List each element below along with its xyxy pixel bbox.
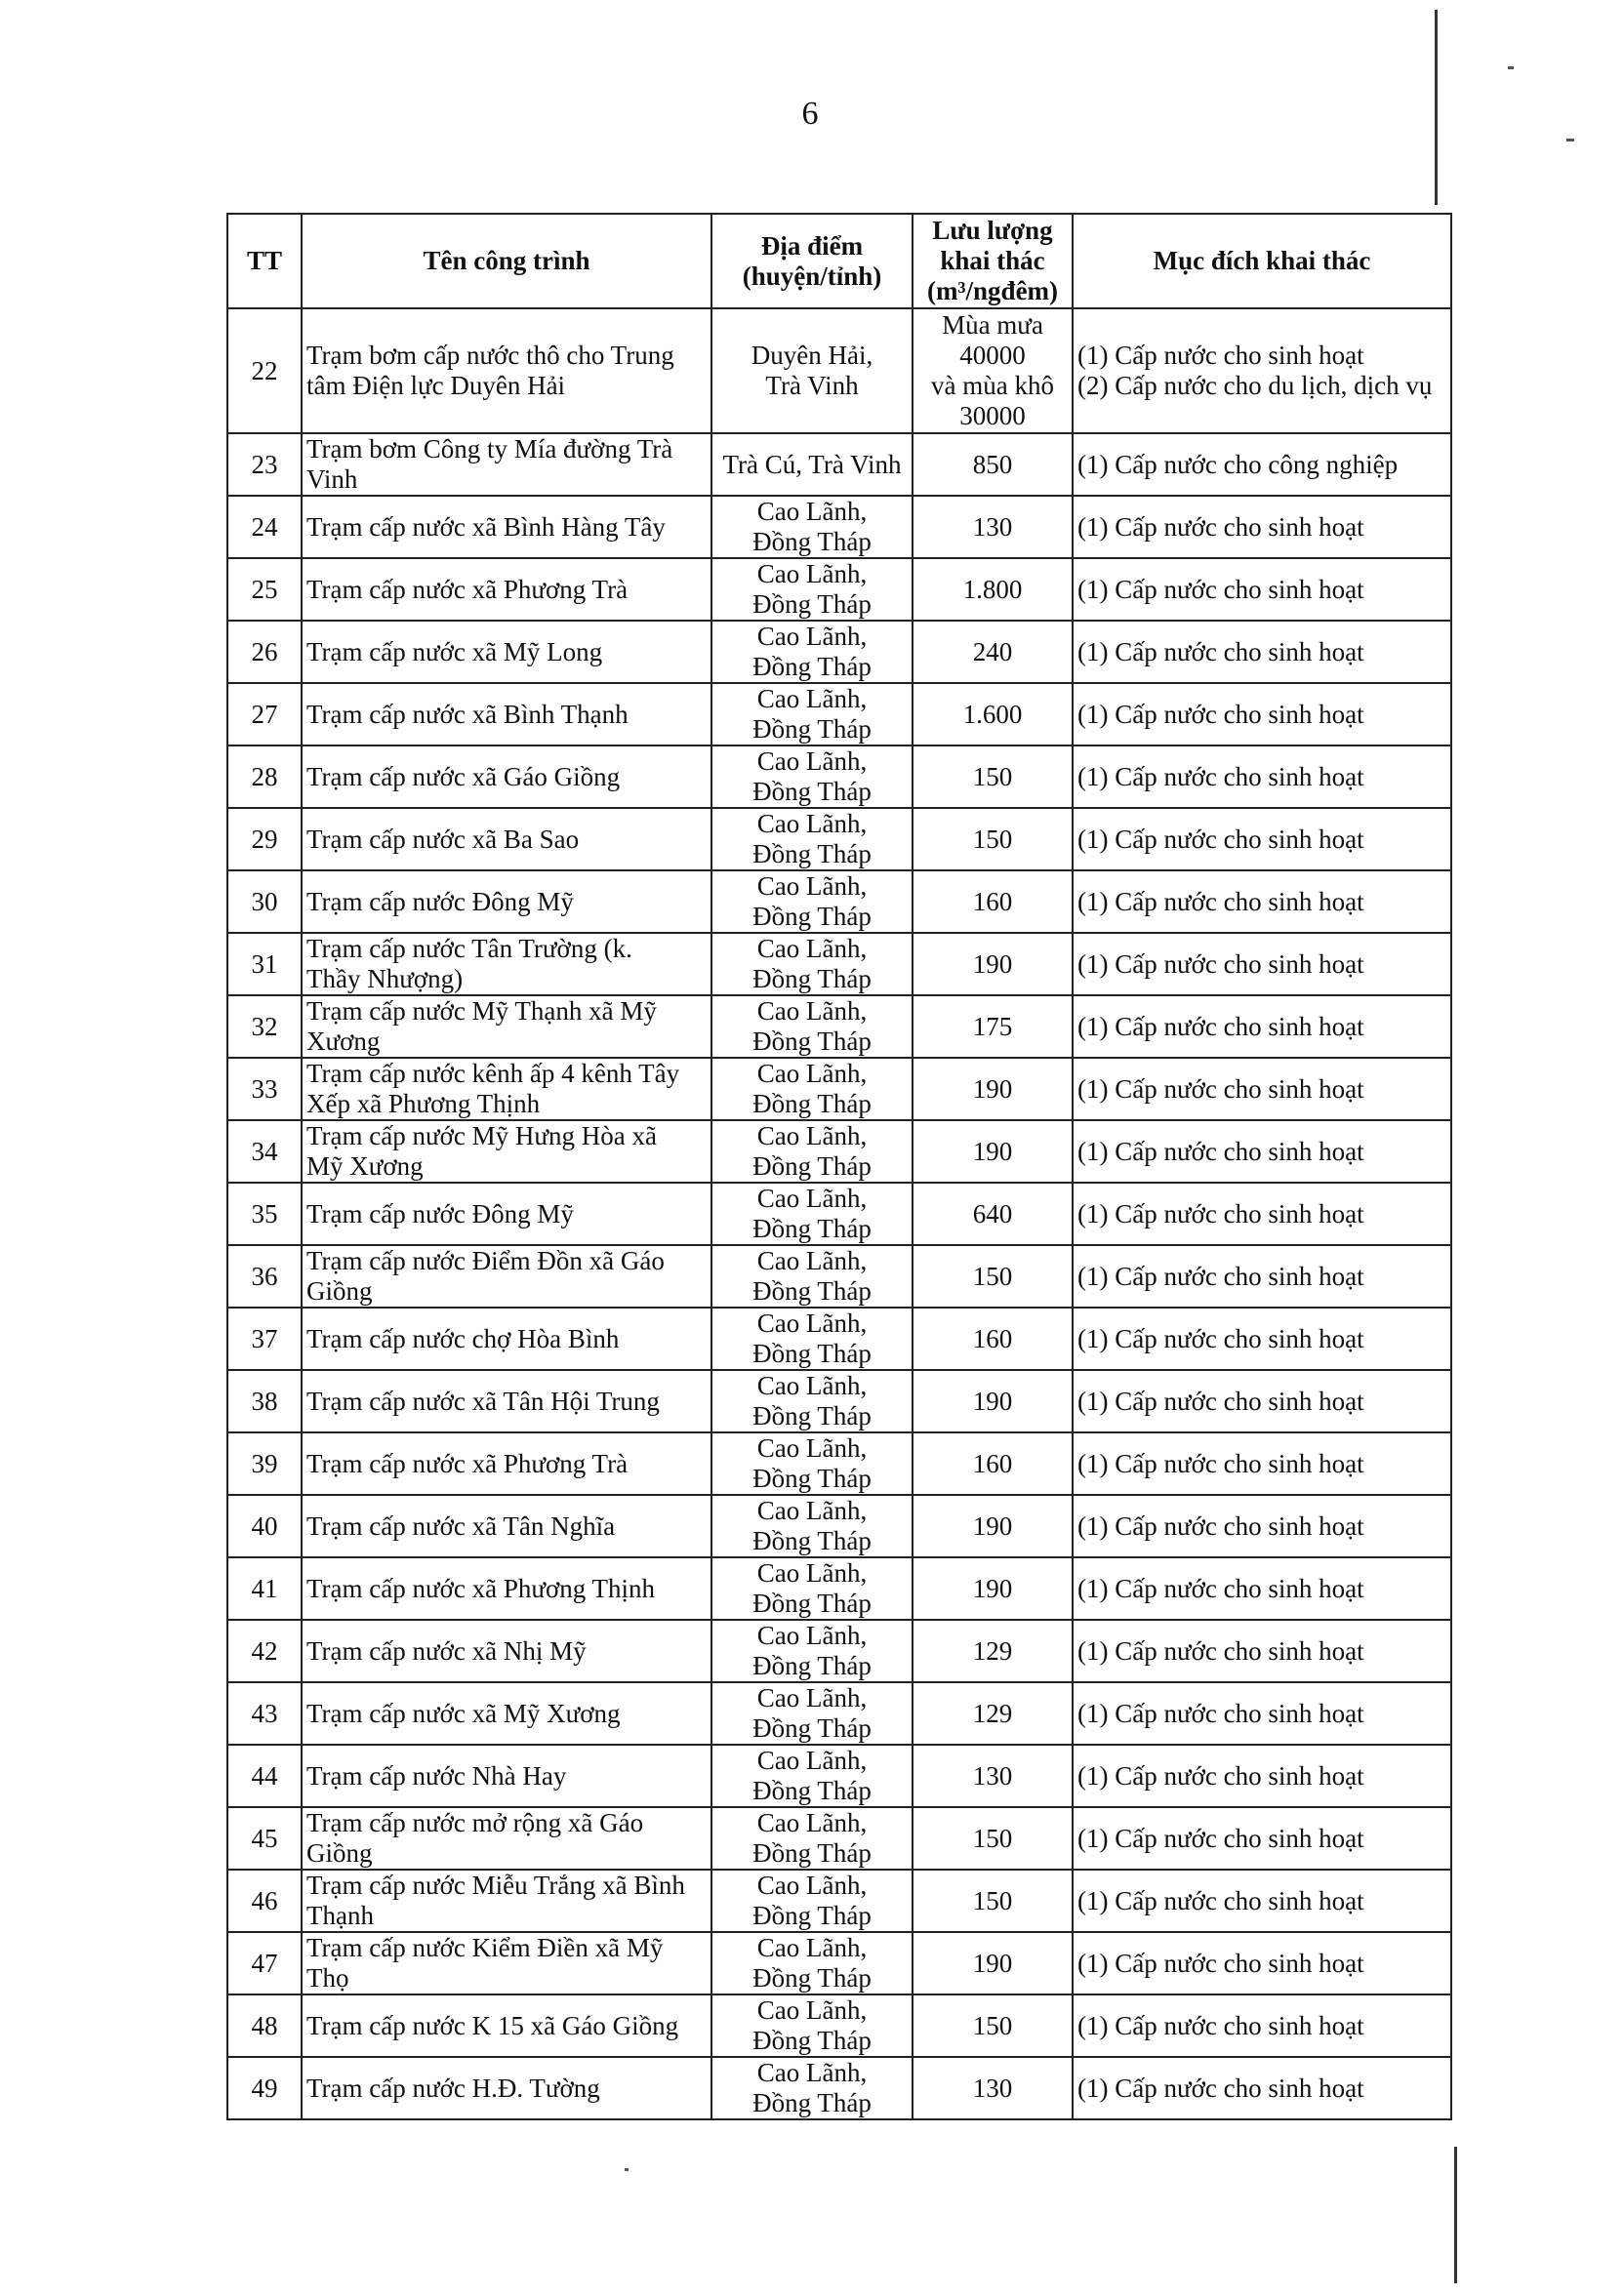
row-flow-line4: 30000 <box>959 401 1026 430</box>
row-purpose: (1) Cấp nước cho sinh hoạt <box>1073 1994 1451 2057</box>
row-purpose: (1) Cấp nước cho sinh hoạt <box>1073 808 1451 870</box>
row-tt: 30 <box>227 870 302 933</box>
row-tt: 24 <box>227 496 302 558</box>
row-location-line2: Đồng Tháp <box>752 1089 872 1118</box>
row-location-line1: Cao Lãnh, <box>756 1933 868 1962</box>
row-name-line1: Trạm cấp nước Tân Trường (k. <box>306 934 632 963</box>
row-purpose: (1) Cấp nước cho sinh hoạt <box>1073 995 1451 1058</box>
row-tt: 48 <box>227 1994 302 2057</box>
table-row <box>227 1932 1451 1994</box>
row-location-line2: Đồng Tháp <box>752 1526 872 1555</box>
table-row <box>227 308 1451 433</box>
row-purpose: (1) Cấp nước cho sinh hoạt <box>1073 1807 1451 1870</box>
row-location-line1: Cao Lãnh, <box>756 1059 868 1088</box>
row-purpose: (1) Cấp nước cho công nghiệp <box>1073 433 1451 496</box>
row-tt: 38 <box>227 1370 302 1432</box>
row-name-line1: Trạm cấp nước Điểm Đồn xã Gáo <box>306 1246 665 1275</box>
row-name-line2: Thầy Nhượng) <box>306 964 464 993</box>
row-name <box>302 1932 711 1994</box>
row-tt: 27 <box>227 683 302 745</box>
table-row <box>227 1308 1451 1370</box>
table-row <box>227 1495 1451 1557</box>
table-row <box>227 683 1451 745</box>
table-row <box>227 1682 1451 1745</box>
row-purpose: (1) Cấp nước cho sinh hoạt <box>1073 1058 1451 1120</box>
table-row <box>227 1245 1451 1308</box>
row-location-line1: Cao Lãnh, <box>756 1746 868 1775</box>
row-location-line2: Đồng Tháp <box>752 527 872 556</box>
row-tt: 34 <box>227 1120 302 1183</box>
row-name <box>302 308 711 433</box>
row-name-line1: Trạm cấp nước H.Đ. Tường <box>306 2073 600 2103</box>
header-flow <box>913 214 1073 308</box>
row-name <box>302 1994 711 2057</box>
row-name-line1: Trạm cấp nước xã Tân Nghĩa <box>306 1511 616 1541</box>
table-row <box>227 745 1451 808</box>
row-flow: 160 <box>913 1432 1073 1495</box>
row-flow: 150 <box>913 745 1073 808</box>
table-row <box>227 2057 1451 2119</box>
row-purpose-line1: (1) Cấp nước cho sinh hoạt <box>1077 341 1364 370</box>
row-location-line2: Đồng Tháp <box>752 1901 872 1930</box>
row-name <box>302 683 711 745</box>
row-name <box>302 1183 711 1245</box>
scan-speck <box>1508 66 1514 69</box>
row-tt: 35 <box>227 1183 302 1245</box>
table-body <box>227 308 1451 2119</box>
row-location-line2: Đồng Tháp <box>752 1214 872 1243</box>
row-tt: 33 <box>227 1058 302 1120</box>
row-location <box>711 1245 913 1308</box>
row-location <box>711 1432 913 1495</box>
row-name-line1: Trạm cấp nước Đông Mỹ <box>306 1198 574 1229</box>
table-row <box>227 1807 1451 1870</box>
row-location <box>711 933 913 995</box>
row-tt: 25 <box>227 558 302 621</box>
table-row <box>227 1058 1451 1120</box>
row-location <box>711 870 913 933</box>
row-flow: 190 <box>913 1495 1073 1557</box>
row-name-line1: Trạm cấp nước mở rộng xã Gáo Giồng <box>306 1808 644 1868</box>
row-name <box>302 870 711 933</box>
row-purpose: (1) Cấp nước cho sinh hoạt <box>1073 1183 1451 1245</box>
row-location-line1: Cao Lãnh, <box>756 497 868 526</box>
row-location-line1: Cao Lãnh, <box>756 1871 868 1900</box>
row-location-line2: Đồng Tháp <box>752 1401 872 1430</box>
row-purpose: (1) Cấp nước cho sinh hoạt <box>1073 1370 1451 1432</box>
row-location-line2: Đồng Tháp <box>752 589 872 619</box>
row-purpose <box>1073 308 1451 433</box>
row-flow: 850 <box>913 433 1073 496</box>
scan-margin-line <box>1435 10 1438 205</box>
row-location-line2: Đồng Tháp <box>752 1589 872 1618</box>
row-location-line2: Đồng Tháp <box>752 964 872 993</box>
row-purpose: (1) Cấp nước cho sinh hoạt <box>1073 2057 1451 2119</box>
row-flow: 150 <box>913 1245 1073 1308</box>
row-location <box>711 808 913 870</box>
row-purpose: (1) Cấp nước cho sinh hoạt <box>1073 933 1451 995</box>
row-name <box>302 2057 711 2119</box>
row-name <box>302 995 711 1058</box>
row-location-line1: Cao Lãnh, <box>756 2058 868 2087</box>
row-name-line1: Trạm cấp nước xã Phương Thịnh <box>306 1573 656 1603</box>
row-flow: 640 <box>913 1183 1073 1245</box>
row-location <box>711 1183 913 1245</box>
row-name-line1: Trạm cấp nước Đông Mỹ <box>306 886 574 916</box>
water-extraction-table <box>226 213 1452 2120</box>
row-location-line1: Cao Lãnh, <box>756 809 868 838</box>
row-tt: 47 <box>227 1932 302 1994</box>
row-name <box>302 496 711 558</box>
row-location-line1: Cao Lãnh, <box>756 559 868 588</box>
table-row <box>227 1870 1451 1932</box>
row-name <box>302 1807 711 1870</box>
row-location-line1: Cao Lãnh, <box>756 1558 868 1588</box>
header-flow-line1: Lưu lượng <box>932 216 1053 245</box>
row-location-line1: Cao Lãnh, <box>756 871 868 901</box>
row-purpose: (1) Cấp nước cho sinh hoạt <box>1073 1245 1451 1308</box>
table-row <box>227 1620 1451 1682</box>
row-flow-line2: 40000 <box>959 341 1026 370</box>
row-location-line2: Đồng Tháp <box>752 2088 872 2117</box>
row-location-line1: Duyên Hải, <box>751 341 873 370</box>
row-purpose: (1) Cấp nước cho sinh hoạt <box>1073 496 1451 558</box>
row-name-line2: tâm Điện lực Duyên Hải <box>306 371 566 400</box>
row-location <box>711 1994 913 2057</box>
row-name-line1: Trạm bơm cấp nước thô cho Trung <box>306 341 674 370</box>
page-number: 6 <box>801 96 819 132</box>
row-location <box>711 995 913 1058</box>
row-tt: 40 <box>227 1495 302 1557</box>
row-location <box>711 1058 913 1120</box>
table-row <box>227 808 1451 870</box>
row-name-line2: Giồng <box>306 1276 373 1306</box>
header-flow-line3: (m³/ngđêm) <box>926 276 1059 305</box>
row-name-line1: Trạm cấp nước Kiểm Điền xã Mỹ Thọ <box>306 1933 664 1993</box>
table-row <box>227 1994 1451 2057</box>
row-name-line1: Trạm cấp nước Mỹ Hưng Hòa xã <box>306 1121 657 1150</box>
row-location-line1: Cao Lãnh, <box>756 1371 868 1400</box>
row-tt: 43 <box>227 1682 302 1745</box>
row-flow: 240 <box>913 621 1073 683</box>
row-purpose: (1) Cấp nước cho sinh hoạt <box>1073 1745 1451 1807</box>
row-name-line1: Trạm bơm Công ty Mía đường Trà Vinh <box>306 434 673 494</box>
header-name: Tên công trình <box>302 214 711 308</box>
row-location-line2: Đồng Tháp <box>752 1276 872 1306</box>
table-row <box>227 1370 1451 1432</box>
row-flow: 190 <box>913 933 1073 995</box>
table-row <box>227 870 1451 933</box>
row-tt: 36 <box>227 1245 302 1308</box>
row-tt: 44 <box>227 1745 302 1807</box>
row-flow: 190 <box>913 1370 1073 1432</box>
row-flow: 129 <box>913 1620 1073 1682</box>
row-location-line2: Trà Vinh <box>765 371 859 400</box>
row-location-line2: Đồng Tháp <box>752 1151 872 1181</box>
header-tt: TT <box>227 214 302 308</box>
row-tt: 37 <box>227 1308 302 1370</box>
table-row <box>227 1557 1451 1620</box>
row-location <box>711 1120 913 1183</box>
row-location-line2: Đồng Tháp <box>752 1713 872 1743</box>
row-tt: 49 <box>227 2057 302 2119</box>
row-purpose: (1) Cấp nước cho sinh hoạt <box>1073 1870 1451 1932</box>
row-name-line1: Trạm cấp nước xã Gáo Giồng <box>306 761 621 791</box>
row-name <box>302 1058 711 1120</box>
row-tt: 42 <box>227 1620 302 1682</box>
table-header-row <box>227 214 1451 308</box>
row-name-line1: Trạm cấp nước Miễu Trắng xã Bình <box>306 1871 685 1900</box>
row-name <box>302 1308 711 1370</box>
row-location-line2: Đồng Tháp <box>752 839 872 868</box>
row-name-line2: Mỹ Xương <box>306 1151 424 1181</box>
row-location <box>711 1745 913 1807</box>
row-name-line1: Trạm cấp nước Nhà Hay <box>306 1760 567 1791</box>
row-name-line1: Trạm cấp nước xã Nhị Mỹ <box>306 1635 587 1666</box>
row-location-line1: Cao Lãnh, <box>756 622 868 651</box>
table-row <box>227 1183 1451 1245</box>
row-name-line1: Trạm cấp nước xã Bình Thạnh <box>306 699 629 729</box>
row-location-line2: Đồng Tháp <box>752 1339 872 1368</box>
row-flow: 150 <box>913 1807 1073 1870</box>
header-flow-line2: khai thác <box>940 246 1045 275</box>
row-name <box>302 1745 711 1807</box>
row-purpose: (1) Cấp nước cho sinh hoạt <box>1073 1682 1451 1745</box>
row-purpose-line2: (2) Cấp nước cho du lịch, dịch vụ <box>1077 371 1433 400</box>
table-row <box>227 1120 1451 1183</box>
row-location <box>711 683 913 745</box>
row-name-line1: Trạm cấp nước xã Bình Hàng Tây <box>306 511 666 542</box>
row-flow: 150 <box>913 1870 1073 1932</box>
row-name <box>302 621 711 683</box>
row-name <box>302 808 711 870</box>
row-location-line1: Cao Lãnh, <box>756 1184 868 1213</box>
row-name <box>302 1557 711 1620</box>
row-name-line1: Trạm cấp nước xã Tân Hội Trung <box>306 1386 660 1416</box>
row-location-line2: Đồng Tháp <box>752 2026 872 2055</box>
row-tt: 39 <box>227 1432 302 1495</box>
row-flow: 190 <box>913 1557 1073 1620</box>
row-name-line1: Trạm cấp nước xã Ba Sao <box>306 824 580 854</box>
row-flow <box>913 308 1073 433</box>
table-row <box>227 558 1451 621</box>
row-location <box>711 1557 913 1620</box>
row-flow: 150 <box>913 808 1073 870</box>
row-flow: 129 <box>913 1682 1073 1745</box>
table-row <box>227 433 1451 496</box>
row-location <box>711 745 913 808</box>
row-purpose: (1) Cấp nước cho sinh hoạt <box>1073 1308 1451 1370</box>
header-location <box>711 214 913 308</box>
row-purpose: (1) Cấp nước cho sinh hoạt <box>1073 1432 1451 1495</box>
row-name-line1: Trạm cấp nước xã Mỹ Xương <box>306 1698 621 1728</box>
row-location-line1: Cao Lãnh, <box>756 1433 868 1463</box>
row-purpose: (1) Cấp nước cho sinh hoạt <box>1073 870 1451 933</box>
row-location <box>711 621 913 683</box>
row-location <box>711 1370 913 1432</box>
row-purpose: (1) Cấp nước cho sinh hoạt <box>1073 1620 1451 1682</box>
table-row <box>227 933 1451 995</box>
row-flow: 175 <box>913 995 1073 1058</box>
row-location-line1: Cao Lãnh, <box>756 1683 868 1712</box>
row-location <box>711 1682 913 1745</box>
table-row <box>227 621 1451 683</box>
row-tt: 31 <box>227 933 302 995</box>
row-name-line1: Trạm cấp nước kênh ấp 4 kênh Tây <box>306 1059 680 1088</box>
row-name <box>302 1495 711 1557</box>
row-name <box>302 745 711 808</box>
row-name <box>302 1682 711 1745</box>
row-location <box>711 2057 913 2119</box>
row-tt: 41 <box>227 1557 302 1620</box>
header-location-line1: Địa điểm <box>760 230 864 261</box>
row-name-line1: Trạm cấp nước Mỹ Thạnh xã Mỹ <box>306 996 657 1026</box>
row-tt: 32 <box>227 995 302 1058</box>
row-name <box>302 1870 711 1932</box>
row-flow: 1.600 <box>913 683 1073 745</box>
row-purpose: (1) Cấp nước cho sinh hoạt <box>1073 745 1451 808</box>
row-location <box>711 496 913 558</box>
row-location <box>711 1870 913 1932</box>
row-tt: 22 <box>227 308 302 433</box>
row-location-line1: Cao Lãnh, <box>756 1496 868 1525</box>
row-location-line1: Cao Lãnh, <box>756 1246 868 1275</box>
row-purpose: (1) Cấp nước cho sinh hoạt <box>1073 683 1451 745</box>
row-name-line1: Trạm cấp nước K 15 xã Gáo Giồng <box>306 2010 679 2040</box>
row-tt: 28 <box>227 745 302 808</box>
row-name-line1: Trạm cấp nước xã Mỹ Long <box>306 636 603 666</box>
row-location <box>711 1308 913 1370</box>
row-purpose: (1) Cấp nước cho sinh hoạt <box>1073 1120 1451 1183</box>
row-location <box>711 1807 913 1870</box>
row-location-line1: Cao Lãnh, <box>756 746 868 776</box>
row-location <box>711 1620 913 1682</box>
row-location <box>711 558 913 621</box>
row-name-line2: Xương <box>306 1027 381 1056</box>
row-flow: 150 <box>913 1994 1073 2057</box>
row-name <box>302 1370 711 1432</box>
row-location-line1: Cao Lãnh, <box>756 1808 868 1837</box>
row-tt: 45 <box>227 1807 302 1870</box>
row-location-line1: Trà Cú, Trà Vinh <box>722 449 902 479</box>
row-location-line2: Đồng Tháp <box>752 1963 872 1993</box>
row-location <box>711 1495 913 1557</box>
row-name <box>302 433 711 496</box>
row-location-line1: Cao Lãnh, <box>756 684 868 713</box>
row-location-line2: Đồng Tháp <box>752 902 872 931</box>
table-row <box>227 1432 1451 1495</box>
row-location-line2: Đồng Tháp <box>752 777 872 806</box>
row-name-line1: Trạm cấp nước xã Phương Trà <box>306 1448 629 1478</box>
row-purpose: (1) Cấp nước cho sinh hoạt <box>1073 1495 1451 1557</box>
row-flow-line3: và mùa khô <box>931 371 1054 400</box>
row-flow-line1: Mùa mưa <box>942 310 1043 340</box>
row-flow: 1.800 <box>913 558 1073 621</box>
row-purpose: (1) Cấp nước cho sinh hoạt <box>1073 1557 1451 1620</box>
row-flow: 190 <box>913 1120 1073 1183</box>
row-purpose: (1) Cấp nước cho sinh hoạt <box>1073 558 1451 621</box>
row-location <box>711 1932 913 1994</box>
row-tt: 46 <box>227 1870 302 1932</box>
row-flow: 130 <box>913 1745 1073 1807</box>
row-flow: 130 <box>913 2057 1073 2119</box>
row-name-line1: Trạm cấp nước xã Phương Trà <box>306 574 629 604</box>
row-location-line1: Cao Lãnh, <box>756 1309 868 1338</box>
row-name <box>302 1245 711 1308</box>
row-purpose: (1) Cấp nước cho sinh hoạt <box>1073 1932 1451 1994</box>
row-name-line2: Thạnh <box>306 1901 374 1930</box>
row-name <box>302 933 711 995</box>
row-location-line2: Đồng Tháp <box>752 1464 872 1493</box>
row-name-line2: Xếp xã Phương Thịnh <box>306 1089 541 1118</box>
table-row <box>227 1745 1451 1807</box>
row-name-line1: Trạm cấp nước chợ Hòa Bình <box>306 1323 620 1353</box>
row-location-line2: Đồng Tháp <box>752 1651 872 1680</box>
row-flow: 160 <box>913 870 1073 933</box>
table-row <box>227 995 1451 1058</box>
row-location-line2: Đồng Tháp <box>752 652 872 681</box>
row-name <box>302 558 711 621</box>
scan-speck <box>625 2168 629 2171</box>
row-location-line2: Đồng Tháp <box>752 1027 872 1056</box>
row-location <box>711 433 913 496</box>
row-location <box>711 308 913 433</box>
row-tt: 23 <box>227 433 302 496</box>
row-flow: 190 <box>913 1932 1073 1994</box>
scan-speck <box>1566 139 1574 141</box>
header-location-line2: (huyện/tỉnh) <box>742 261 882 291</box>
scan-margin-line <box>1454 2147 1457 2283</box>
row-flow: 160 <box>913 1308 1073 1370</box>
row-flow: 190 <box>913 1058 1073 1120</box>
row-location-line1: Cao Lãnh, <box>756 934 868 963</box>
row-name <box>302 1620 711 1682</box>
row-location-line1: Cao Lãnh, <box>756 996 868 1026</box>
row-name <box>302 1432 711 1495</box>
row-name <box>302 1120 711 1183</box>
row-location-line1: Cao Lãnh, <box>756 1621 868 1650</box>
row-tt: 29 <box>227 808 302 870</box>
row-location-line2: Đồng Tháp <box>752 1838 872 1868</box>
row-location-line1: Cao Lãnh, <box>756 1121 868 1150</box>
row-purpose: (1) Cấp nước cho sinh hoạt <box>1073 621 1451 683</box>
row-location-line2: Đồng Tháp <box>752 714 872 744</box>
table-row <box>227 496 1451 558</box>
row-location-line2: Đồng Tháp <box>752 1776 872 1805</box>
row-tt: 26 <box>227 621 302 683</box>
header-purpose: Mục đích khai thác <box>1073 214 1451 308</box>
row-location-line1: Cao Lãnh, <box>756 1995 868 2025</box>
row-flow: 130 <box>913 496 1073 558</box>
